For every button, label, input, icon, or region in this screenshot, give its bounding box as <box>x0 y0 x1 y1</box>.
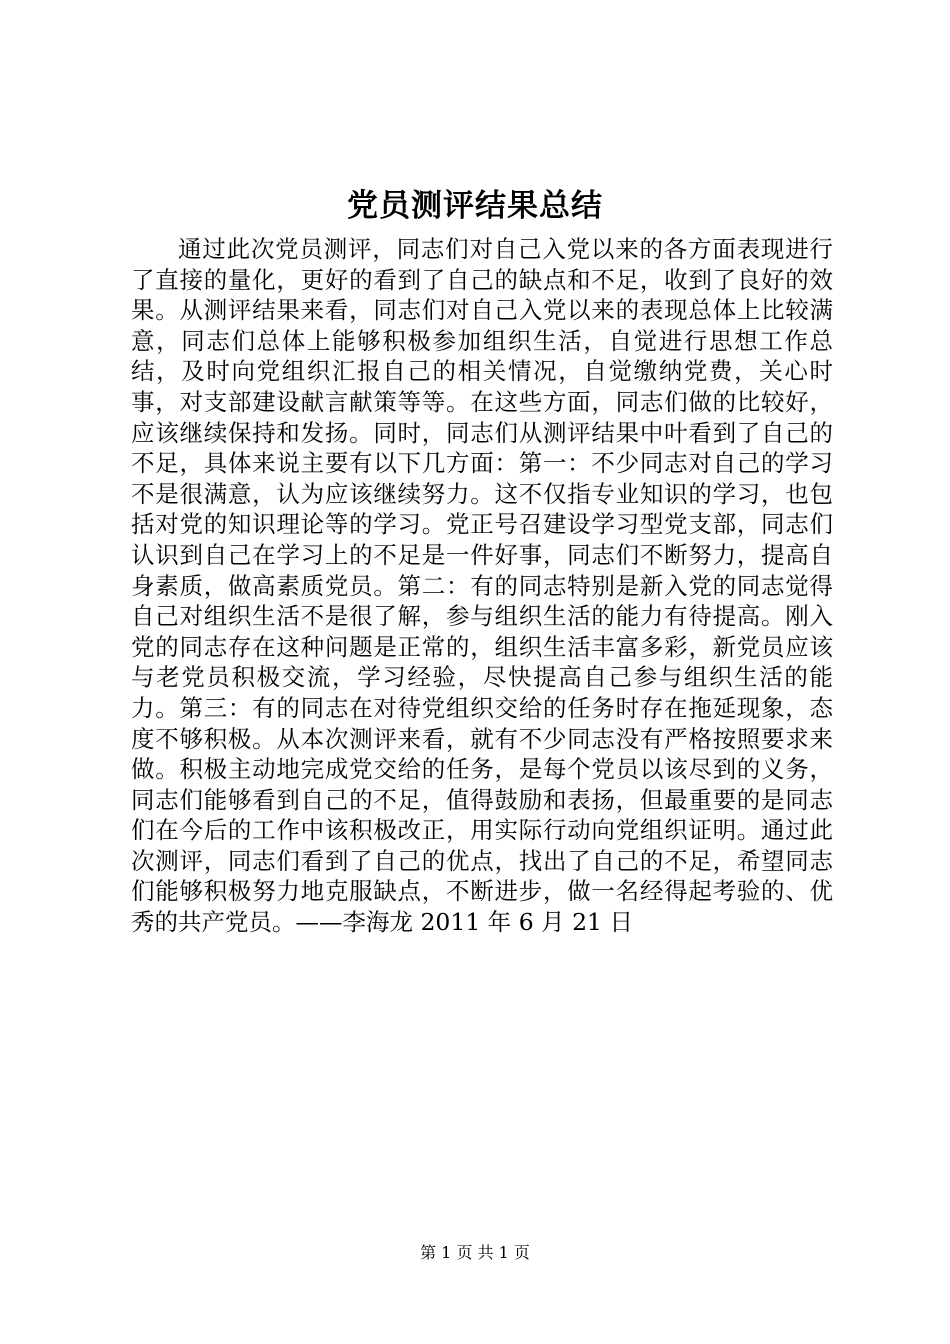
page-footer: 第 1 页 共 1 页 <box>420 1243 530 1262</box>
document-title: 党员测评结果总结 <box>347 188 603 224</box>
document-body: 通过此次党员测评，同志们对自己入党以来的各方面表现进行了直接的量化，更好的看到了自己的缺点和不足，收到了良好的效果。从测评结果来看，同志们对自己入党以来的表现总体上比较满意，同志们总体上能够积极参加组织生活，自觉进行思想工作总结，及时向党组织汇报自己的相关情况，自觉缴纳党费，关心时事，对支部建设献言献策等等。在这些方面，同志们做的比较好，应该继续保持和发扬。同时，同志们从测评结果中叶看到了自己的不足，具体来说主要有以下几方面：第一：不少同志对自己的学习不是很满意，认为应该继续努力。这不仅指专业知识的学习，也包括对党的知识理论等的学习。党正号召建设学习型党支部，同志们认识到自己在学习上的不足是一件好事，同志们不断努力，提高自身素质，做高素质党员。第二：有的同志特别是新入党的同志觉得自己对组织生活不是很了解，参与组织生活的能力有待提高。刚入党的同志存在这种问题是正常的，组织生活丰富多彩，新党员应该与老党员积极交流，学习经验，尽快提高自己参与组织生活的能力。第三：有的同志在对待党组织交给的任务时存在拖延现象，态度不够积极。从本次测评来看，就有不少同志没有严格按照要求来做。积极主动地完成党交给的任务，是每个党员以该尽到的义务，同志们能够看到自己的不足，值得鼓励和表扬，但最重要的是同志们在今后的工作中该积极改正，用实际行动向党组织证明。通过此次测评，同志们看到了自己的优点，找出了自己的不足，希望同志们能够积极努力地克服缺点，不断进步，做一名经得起考验的、优秀的共产党员。——李海龙 2011 年 6 月 21 日 <box>131 235 833 937</box>
